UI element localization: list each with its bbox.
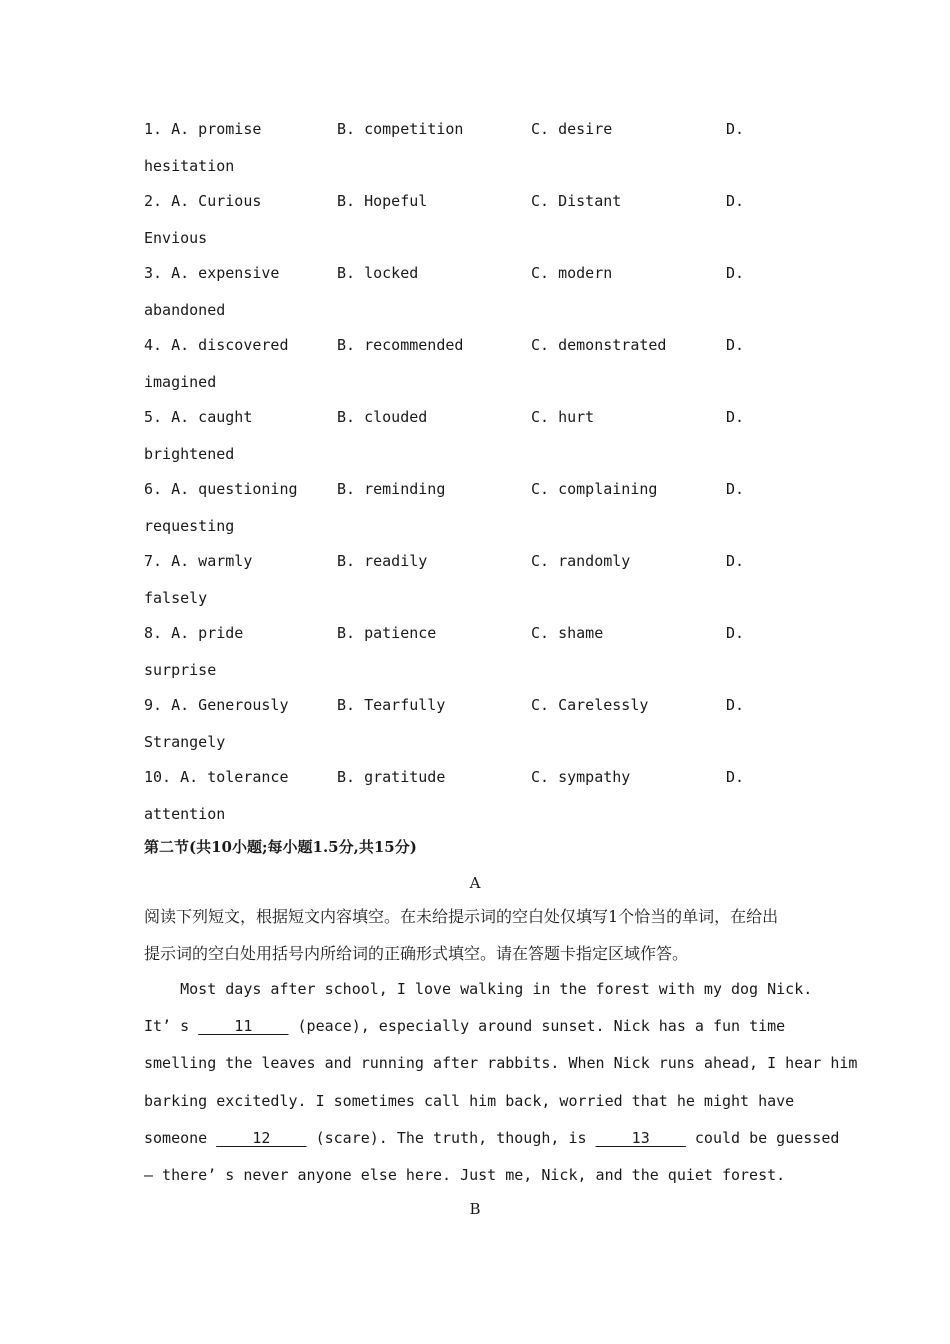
option-a: 1. A. promise xyxy=(144,120,262,138)
option-b: B. competition xyxy=(337,120,464,138)
option-b: B. reminding xyxy=(337,480,446,498)
option-d-word: Envious xyxy=(144,229,208,247)
option-d-label: D. xyxy=(726,480,745,498)
option-b: B. Tearfully xyxy=(337,696,446,714)
question-row-9 xyxy=(144,696,824,714)
blank-13: 13 xyxy=(595,1129,686,1147)
option-d-label: D. xyxy=(726,120,745,138)
option-d-label: D. xyxy=(726,336,745,354)
option-a: 7. A. warmly xyxy=(144,552,253,570)
option-a: 10. A. tolerance xyxy=(144,768,289,786)
question-row-1 xyxy=(144,120,824,138)
instructions-line-1: 阅读下列短文，根据短文内容填空。在未给提示词的空白处仅填写1个恰当的单词，在给出 xyxy=(144,907,779,926)
option-d-label: D. xyxy=(726,552,745,570)
option-c: C. complaining xyxy=(531,480,658,498)
option-b: B. gratitude xyxy=(337,768,446,786)
section-title: 第二节(共10小题;每小题1.5分,共15分) xyxy=(144,838,417,856)
option-a: 2. A. Curious xyxy=(144,192,262,210)
option-a: 9. A. Generously xyxy=(144,696,289,714)
option-a: 8. A. pride xyxy=(144,624,244,642)
blank-11: 11 xyxy=(198,1017,289,1035)
option-b: B. Hopeful xyxy=(337,192,428,210)
option-d-label: D. xyxy=(726,192,745,210)
option-c: C. Distant xyxy=(531,192,622,210)
option-b: B. readily xyxy=(337,552,428,570)
option-a: 3. A. expensive xyxy=(144,264,280,282)
option-d-word: attention xyxy=(144,805,226,823)
option-b: B. patience xyxy=(337,624,437,642)
option-a: 4. A. discovered xyxy=(144,336,289,354)
question-row-6 xyxy=(144,480,824,498)
option-d-word: falsely xyxy=(144,589,208,607)
question-row-4 xyxy=(144,336,824,354)
option-c: C. hurt xyxy=(531,408,595,426)
part-a-label: A xyxy=(469,874,481,892)
passage-line-6: — there’ s never anyone else here. Just me, Nick, and the quiet forest. xyxy=(144,1166,786,1184)
option-c: C. Carelessly xyxy=(531,696,649,714)
option-d-word: brightened xyxy=(144,445,235,463)
option-d-word: abandoned xyxy=(144,301,226,319)
option-d-word: Strangely xyxy=(144,733,226,751)
blank-12: 12 xyxy=(216,1129,307,1147)
option-c: C. randomly xyxy=(531,552,631,570)
question-row-5 xyxy=(144,408,824,426)
option-c: C. sympathy xyxy=(531,768,631,786)
instructions-line-2: 提示词的空白处用括号内所给词的正确形式填空。请在答题卡指定区域作答。 xyxy=(144,944,689,963)
question-row-3 xyxy=(144,264,824,282)
option-c: C. demonstrated xyxy=(531,336,667,354)
option-d-label: D. xyxy=(726,696,745,714)
option-a: 5. A. caught xyxy=(144,408,253,426)
option-d-label: D. xyxy=(726,624,745,642)
option-d-label: D. xyxy=(726,264,745,282)
option-d-word: surprise xyxy=(144,661,217,679)
option-a: 6. A. questioning xyxy=(144,480,298,498)
question-row-8 xyxy=(144,624,824,642)
passage-line-5: someone 12 (scare). The truth, though, is 13 could be guessed xyxy=(144,1129,840,1147)
option-d-label: D. xyxy=(726,768,745,786)
passage-line-2: It’ s 11 (peace), especially around sunset. Nick has a fun time xyxy=(144,1017,786,1035)
option-d-word: imagined xyxy=(144,373,217,391)
option-c: C. shame xyxy=(531,624,604,642)
passage-line-4: barking excitedly. I sometimes call him back, worried that he might have xyxy=(144,1092,795,1110)
option-d-word: hesitation xyxy=(144,157,235,175)
option-b: B. recommended xyxy=(337,336,464,354)
question-row-2 xyxy=(144,192,824,210)
question-row-7 xyxy=(144,552,824,570)
option-d-label: D. xyxy=(726,408,745,426)
question-row-10 xyxy=(144,768,824,786)
option-c: C. modern xyxy=(531,264,613,282)
passage-line-1: Most days after school, I love walking in the forest with my dog Nick. xyxy=(144,980,813,998)
option-d-word: requesting xyxy=(144,517,235,535)
option-c: C. desire xyxy=(531,120,613,138)
part-b-label: B xyxy=(469,1200,481,1218)
passage-line-3: smelling the leaves and running after rabbits. When Nick runs ahead, I hear him xyxy=(144,1054,858,1072)
option-b: B. clouded xyxy=(337,408,428,426)
option-b: B. locked xyxy=(337,264,419,282)
